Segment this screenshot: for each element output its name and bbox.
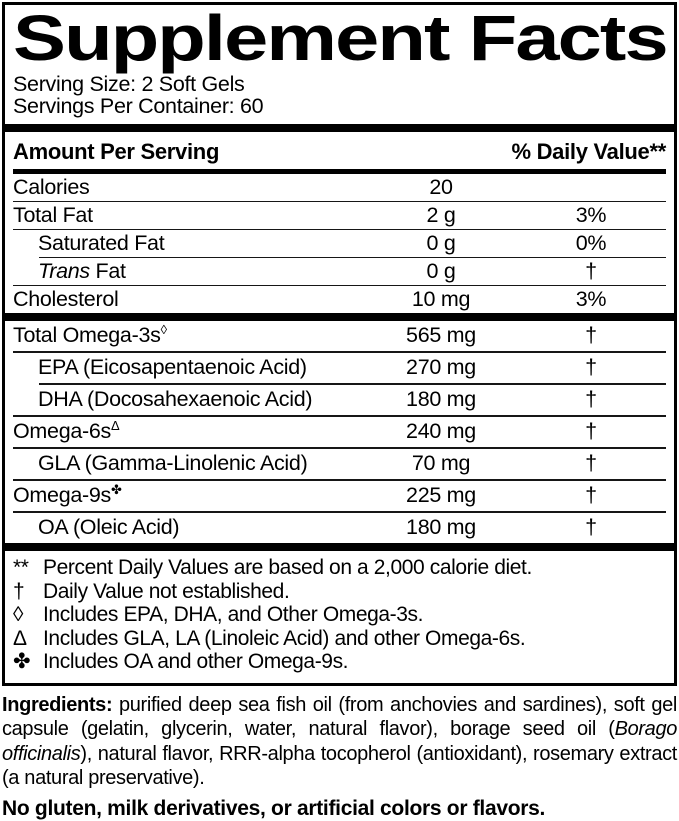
footnotes <box>5 551 674 683</box>
nutrient-amount: 240 mg <box>406 419 476 444</box>
nutrient-dv: † <box>585 387 597 412</box>
nutrient-dv: 0% <box>575 230 607 255</box>
nutrient-dv: † <box>585 515 597 540</box>
allergen-statement: No gluten, milk derivatives, or artificial colors or flavors. <box>2 796 546 820</box>
nutrient-dv: † <box>585 323 597 348</box>
footnote-text: Includes OA and other Omega-9s. <box>43 650 349 673</box>
nutrient-amount: 565 mg <box>406 323 476 348</box>
macro-section <box>5 174 674 313</box>
nutrient-name: EPA (Eicosapentaenoic Acid) <box>38 355 307 380</box>
panel-title-text: Supplement Facts <box>13 2 667 74</box>
nutrient-dv: 3% <box>575 202 607 227</box>
nutrient-name: Total Fat <box>13 202 93 227</box>
nutrient-name: Cholesterol <box>13 286 119 311</box>
serving-size: Serving Size: 2 Soft Gels <box>13 72 245 96</box>
row-omega-9s <box>5 481 674 512</box>
footnote-text: Includes GLA, LA (Linoleic Acid) and other Omega-6s. <box>43 626 526 650</box>
nutrient-name: Omega-9s✤ <box>13 482 122 508</box>
nutrient-amount: 180 mg <box>406 387 476 412</box>
row-trans-fat <box>5 258 674 285</box>
footnote-dv-not-established <box>13 580 666 604</box>
footnote-symbol: Δ <box>13 626 27 650</box>
nutrient-name: Total Omega-3s◊ <box>13 322 167 348</box>
nutrient-amount: 70 mg <box>411 451 471 476</box>
nutrient-dv: † <box>585 483 597 508</box>
row-saturated-fat <box>5 230 674 257</box>
row-calories <box>5 174 674 201</box>
nutrient-name: OA (Oleic Acid) <box>38 515 180 540</box>
ingredients-paragraph <box>2 693 677 791</box>
footnote-omega3 <box>13 603 666 627</box>
ingredients-label: Ingredients: <box>2 693 113 716</box>
footnote-omega9 <box>13 650 666 674</box>
panel-title <box>5 2 674 74</box>
ingredients-latin-name: Borago officinalis <box>2 718 677 765</box>
footnote-symbol: † <box>13 579 25 603</box>
row-gla <box>5 449 674 480</box>
nutrient-name: DHA (Docosahexaenoic Acid) <box>38 387 313 412</box>
footnote-daily-values <box>13 556 666 580</box>
serving-info <box>5 67 674 124</box>
nutrient-amount: 180 mg <box>406 515 476 540</box>
ingredients-text: purified deep sea fish oil (from anchovies and sardines), soft gel capsule (gelatin, glycerin, water, natural flavor), borage seed oil ( <box>2 693 677 740</box>
nutrient-amount: 0 g <box>426 230 456 255</box>
row-omega-6s <box>5 417 674 448</box>
nutrient-name: GLA (Gamma-Linolenic Acid) <box>38 451 308 476</box>
nutrient-dv: 3% <box>575 286 607 311</box>
nutrient-amount: 20 <box>429 174 453 199</box>
row-oa <box>5 513 674 544</box>
amount-per-serving-header: Amount Per Serving <box>13 139 220 164</box>
daily-value-header: % Daily Value** <box>511 139 666 164</box>
footnote-symbol: ◊ <box>13 603 23 626</box>
nutrient-dv: † <box>585 451 597 476</box>
row-dha <box>5 385 674 416</box>
row-total-fat <box>5 202 674 229</box>
nutrient-name: Trans Fat <box>38 258 126 283</box>
section-bar <box>5 124 674 132</box>
footnote-text: Daily Value not established. <box>43 579 290 603</box>
footnote-symbol: ** <box>13 556 29 579</box>
nutrient-name: Calories <box>13 174 90 199</box>
footnote-omega6 <box>13 627 666 651</box>
row-cholesterol <box>5 286 674 313</box>
column-header-row <box>5 132 674 169</box>
nutrient-dv: † <box>585 258 597 283</box>
nutrient-amount: 225 mg <box>406 483 476 508</box>
section-bar <box>5 543 674 551</box>
nutrient-name: Omega-$6s^\Delta$ <box>13 418 120 444</box>
row-epa <box>5 353 674 384</box>
omega-section <box>5 321 674 544</box>
row-total-omega-3s <box>5 321 674 352</box>
nutrient-amount: 2 g <box>426 202 456 227</box>
footnote-text: Percent Daily Values are based on a 2,000 calorie diet. <box>43 556 532 579</box>
servings-per-container: Servings Per Container: 60 <box>13 94 264 118</box>
ingredients-text-end: ), natural flavor, RRR-alpha tocopherol (antioxidant), rosemary extract (a natural preservative). <box>2 742 677 789</box>
section-bar <box>5 313 674 321</box>
nutrient-dv: † <box>585 355 597 380</box>
nutrient-amount: 0 g <box>426 258 456 283</box>
nutrient-amount: 10 mg <box>411 286 471 311</box>
supplement-facts-label <box>0 2 679 820</box>
nutrient-dv: † <box>585 419 597 444</box>
facts-panel <box>2 2 677 686</box>
nutrient-amount: 270 mg <box>406 355 476 380</box>
footnote-text: Includes EPA, DHA, and Other Omega-3s. <box>43 603 424 626</box>
nutrient-name: Saturated Fat <box>38 230 165 255</box>
footnote-symbol: ✤ <box>13 650 31 673</box>
